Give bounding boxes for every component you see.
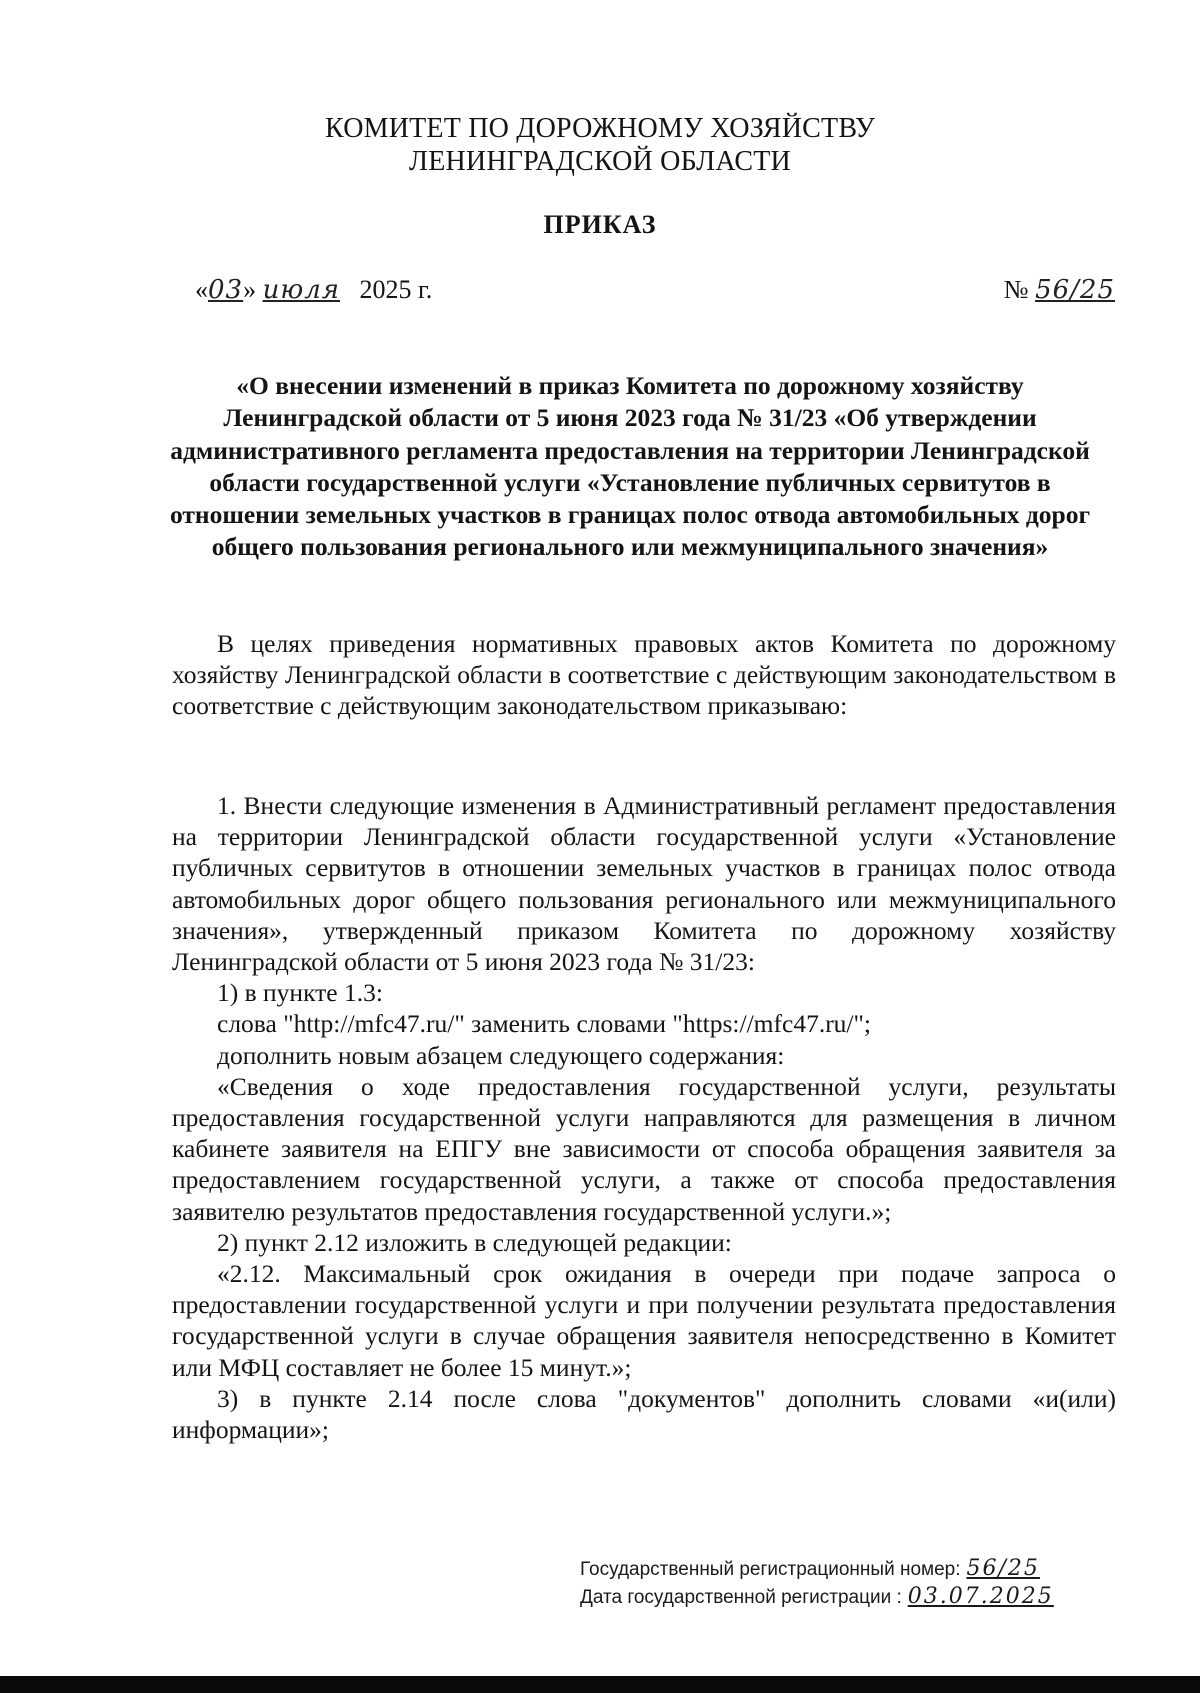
- registration-stamp: [580, 1555, 1054, 1611]
- preamble-paragraph: В целях приведения нормативных правовых актов Комитета по дорожному хозяйству Ленинградской области в соответствие с действующим законодательством в соответствие с действующим законодательством приказываю:: [172, 629, 1116, 721]
- order-subitem-1-add: дополнить новым абзацем следующего содержания:: [217, 1040, 785, 1070]
- order-day: 03: [208, 275, 244, 305]
- order-title: «О внесении изменений в приказ Комитета по дорожному хозяйству Ленинградской области от 5 июня 2023 года № 31/23 «Об утверждении административного регламента предоставления на территории Ленинградской области государственной услуги «Установление публичных сервитутов в отношении земельных участков в границах полос отвода автомобильных дорог общего пользования регионального или межмуниципального значения»: [169, 371, 1091, 562]
- order-subitem-1-words: слова "http://mfc47.ru/" заменить словами "https://mfc47.ru/";: [217, 1009, 872, 1039]
- registration-number-value: 56/25: [966, 1556, 1040, 1581]
- order-subitem-1: 1) в пункте 1.3:: [217, 978, 383, 1008]
- order-month: июля: [262, 275, 340, 305]
- order-date: «03» июля 2025 г.: [195, 275, 433, 305]
- order-subitem-2-quote: «2.12. Максимальный срок ожидания в очереди при подаче запроса о предоставлении государственной услуги и при получении результата предоставления государственной услуги в случае обращения заявителя непосредственно в Комитет или МФЦ составляет не более 15 минут.»;: [172, 1259, 1116, 1382]
- order-subitem-3: 3) в пункте 2.14 после слова "документов" дополнить словами «и(или) информации»;: [172, 1383, 1116, 1445]
- order-number-label: №: [1003, 275, 1029, 304]
- order-item-1: 1. Внести следующие изменения в Административный регламент предоставления на территории Ленинградской области государственной услуги «Установление публичных сервитутов в отношении земельных участков в границах полос отвода автомобильных дорог общего пользования регионального или межмуниципального значения», утвержденный приказом Комитета по дорожному хозяйству Ленинградской области от 5 июня 2023 года № 31/23:: [172, 791, 1116, 977]
- document-type-heading: ПРИКАЗ: [543, 210, 657, 239]
- registration-date-value: 03.07.2025: [907, 1584, 1054, 1609]
- order-subitem-1-quote: «Сведения о ходе предоставления государственной услуги, результаты предоставления государственной услуги направляются для размещения в личном кабинете заявителя на ЕПГУ вне зависимости от способа обращения заявителя за предоставлением государственной услуги, а также от способа предоставления заявителю результатов предоставления государственной услуги.»;: [172, 1071, 1116, 1226]
- order-items: [172, 790, 1116, 1445]
- order-subitem-2: 2) пункт 2.12 изложить в следующей редакции:: [217, 1227, 732, 1257]
- scan-edge-bar: [0, 1676, 1200, 1693]
- registration-number-row: [580, 1555, 1054, 1583]
- organization-name-line2: ЛЕНИНГРАДСКОЙ ОБЛАСТИ: [409, 146, 791, 177]
- registration-number-label: Государственный регистрационный номер:: [580, 1559, 961, 1580]
- organization-name-line1: КОМИТЕТ ПО ДОРОЖНОМУ ХОЗЯЙСТВУ: [325, 113, 875, 144]
- order-number: [1004, 275, 1115, 305]
- order-number-value: 56/25: [1035, 275, 1115, 305]
- registration-date-row: [580, 1583, 1054, 1611]
- order-year: 2025 г.: [359, 275, 433, 304]
- registration-date-label: Дата государственной регистрации :: [580, 1587, 902, 1608]
